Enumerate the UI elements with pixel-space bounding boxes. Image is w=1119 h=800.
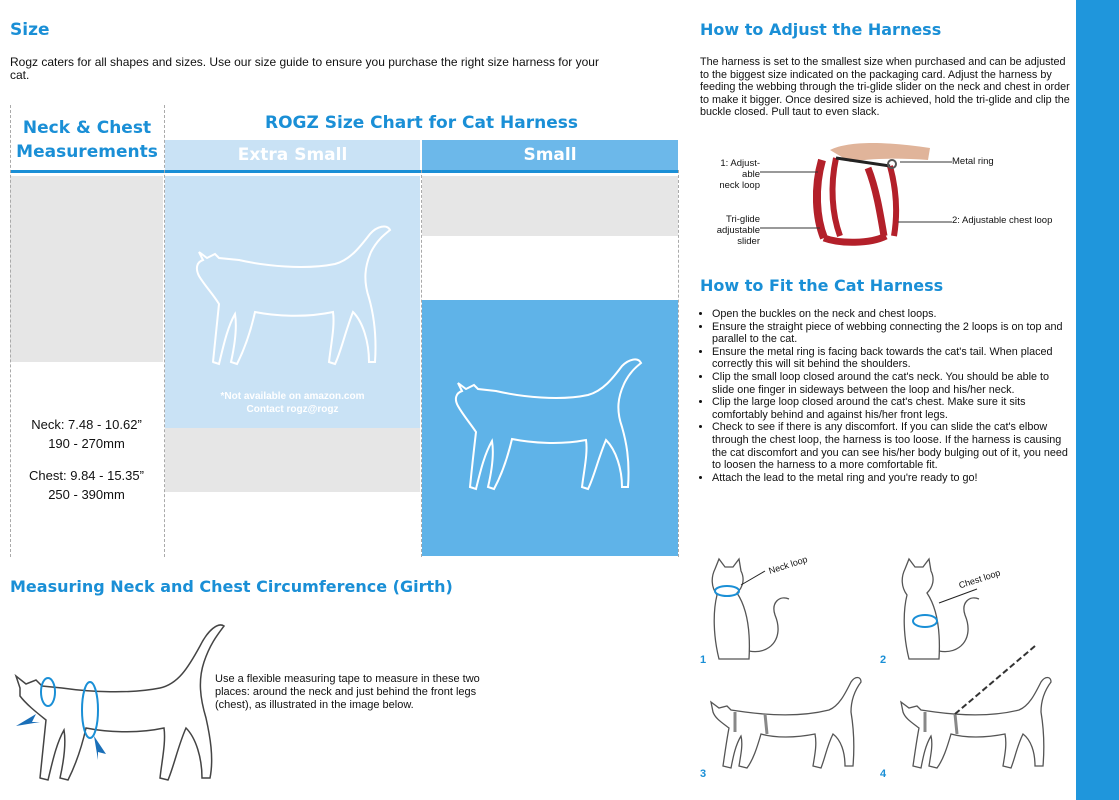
fit-step3-illustration	[705, 672, 865, 772]
measure-header-line2: Measurements	[16, 142, 158, 162]
fit-step: • Attach the lead to the metal ring and you're ready to go!	[712, 472, 1070, 485]
dash-mid1	[164, 105, 165, 557]
fit-step: • Ensure the metal ring is facing back towards the cat's tail. When placed correctly this will sit behind the shoulders.	[712, 346, 1070, 371]
chest-range-mm: 250 - 390mm	[48, 487, 125, 502]
fit-steps	[700, 308, 1070, 484]
size-title: Size	[10, 20, 50, 40]
fit-step: • Clip the large loop closed around the cat's chest. Make sure it sits comfortably behind and against his/her front legs.	[712, 396, 1070, 421]
cat-s-icon	[448, 355, 658, 505]
neck-range-mm: 190 - 270mm	[48, 436, 125, 451]
s-column-header: Small	[523, 145, 577, 165]
label-slider-3: slider	[737, 236, 760, 247]
measuring-text: Use a flexible measuring tape to measure in these two places: around the neck and just behind the front legs (chest), as illustrated in the image below.	[215, 673, 480, 711]
fit-step: • Open the buckles on the neck and chest loops.	[712, 308, 1070, 321]
adjust-title: How to Adjust the Harness	[700, 20, 942, 39]
label-slider-1: Tri-glide	[726, 214, 760, 225]
measuring-title: Measuring Neck and Chest Circumference (Girth)	[10, 577, 453, 596]
label-adjustable-chest-loop: 2: Adjustable chest loop	[952, 215, 1053, 226]
measurement-values	[10, 415, 163, 504]
fit-step: • Clip the small loop closed around the cat's neck. You should be able to slide one finger in sideways between the loop and his/her neck.	[712, 371, 1070, 396]
label-neck-2: able	[742, 169, 760, 180]
fit-step: • Ensure the straight piece of webbing connecting the 2 loops is on top and parallel to the cat.	[712, 321, 1070, 346]
xs-grey-block	[165, 428, 420, 492]
dash-mid2	[421, 170, 422, 557]
measure-grey-block	[10, 176, 163, 362]
chest-range-inches: Chest: 9.84 - 15.35”	[29, 468, 144, 483]
adjust-text: The harness is set to the smallest size when purchased and can be adjusted to the biggest size indicated on the packaging card. Adjust the harness by feeding the webbing through the tri-glide slider on the neck and chest in order to make it bigger. Once desired size is achieved, hold the tri-glide and clip the buckle closed. Pull taut to even slack.	[700, 56, 1070, 118]
xs-availability-note	[165, 390, 420, 416]
fit-step: • Check to see if there is any discomfort. If you can slide the cat's elbow through the chest loop, the harness is too loose. If the harness is causing the cat discomfort and you can see his/her body bulging out of it, you need to loosen the harness to a more comfortable fit.	[712, 421, 1070, 471]
label-slider-2: adjustable	[716, 225, 760, 236]
step-number-4: 4	[880, 768, 887, 780]
fit-step1-illustration	[705, 555, 815, 665]
xs-column-header: Extra Small	[237, 145, 348, 165]
s-grey-block	[422, 176, 678, 236]
label-metal-ring: Metal ring	[952, 156, 994, 167]
fit-title: How to Fit the Cat Harness	[700, 276, 944, 295]
neck-range-inches: Neck: 7.48 - 10.62”	[31, 417, 142, 432]
header-rule	[10, 170, 678, 173]
label-adjustable-neck-loop	[700, 158, 760, 191]
right-accent-bar	[1076, 0, 1119, 800]
label-tri-glide-slider	[700, 214, 760, 247]
chart-title: ROGZ Size Chart for Cat Harness	[265, 113, 578, 133]
illus-label-neck-loop: Neck loop	[767, 554, 809, 576]
harness-photo-illustration	[760, 138, 960, 248]
xs-note-line2: Contact rogz@rogz	[246, 404, 339, 415]
measure-header-line1: Neck & Chest	[22, 118, 152, 138]
label-neck-1: 1: Adjust-	[720, 158, 760, 169]
step-number-2: 2	[880, 654, 887, 666]
fit-step4-illustration	[895, 640, 1055, 780]
cat-xs-icon	[185, 222, 405, 382]
step-number-3: 3	[700, 768, 707, 780]
illus-label-chest-loop: Chest loop	[957, 567, 1002, 591]
step-number-1: 1	[700, 654, 707, 666]
size-intro: Rogz caters for all shapes and sizes. Use our size guide to ensure you purchase the right size harness for your cat.	[10, 55, 599, 82]
measure-header	[12, 116, 162, 164]
xs-note-line1: *Not available on amazon.com	[220, 391, 365, 402]
dash-right	[678, 170, 679, 557]
cat-measuring-illustration	[10, 618, 230, 788]
label-neck-3: neck loop	[719, 180, 760, 191]
